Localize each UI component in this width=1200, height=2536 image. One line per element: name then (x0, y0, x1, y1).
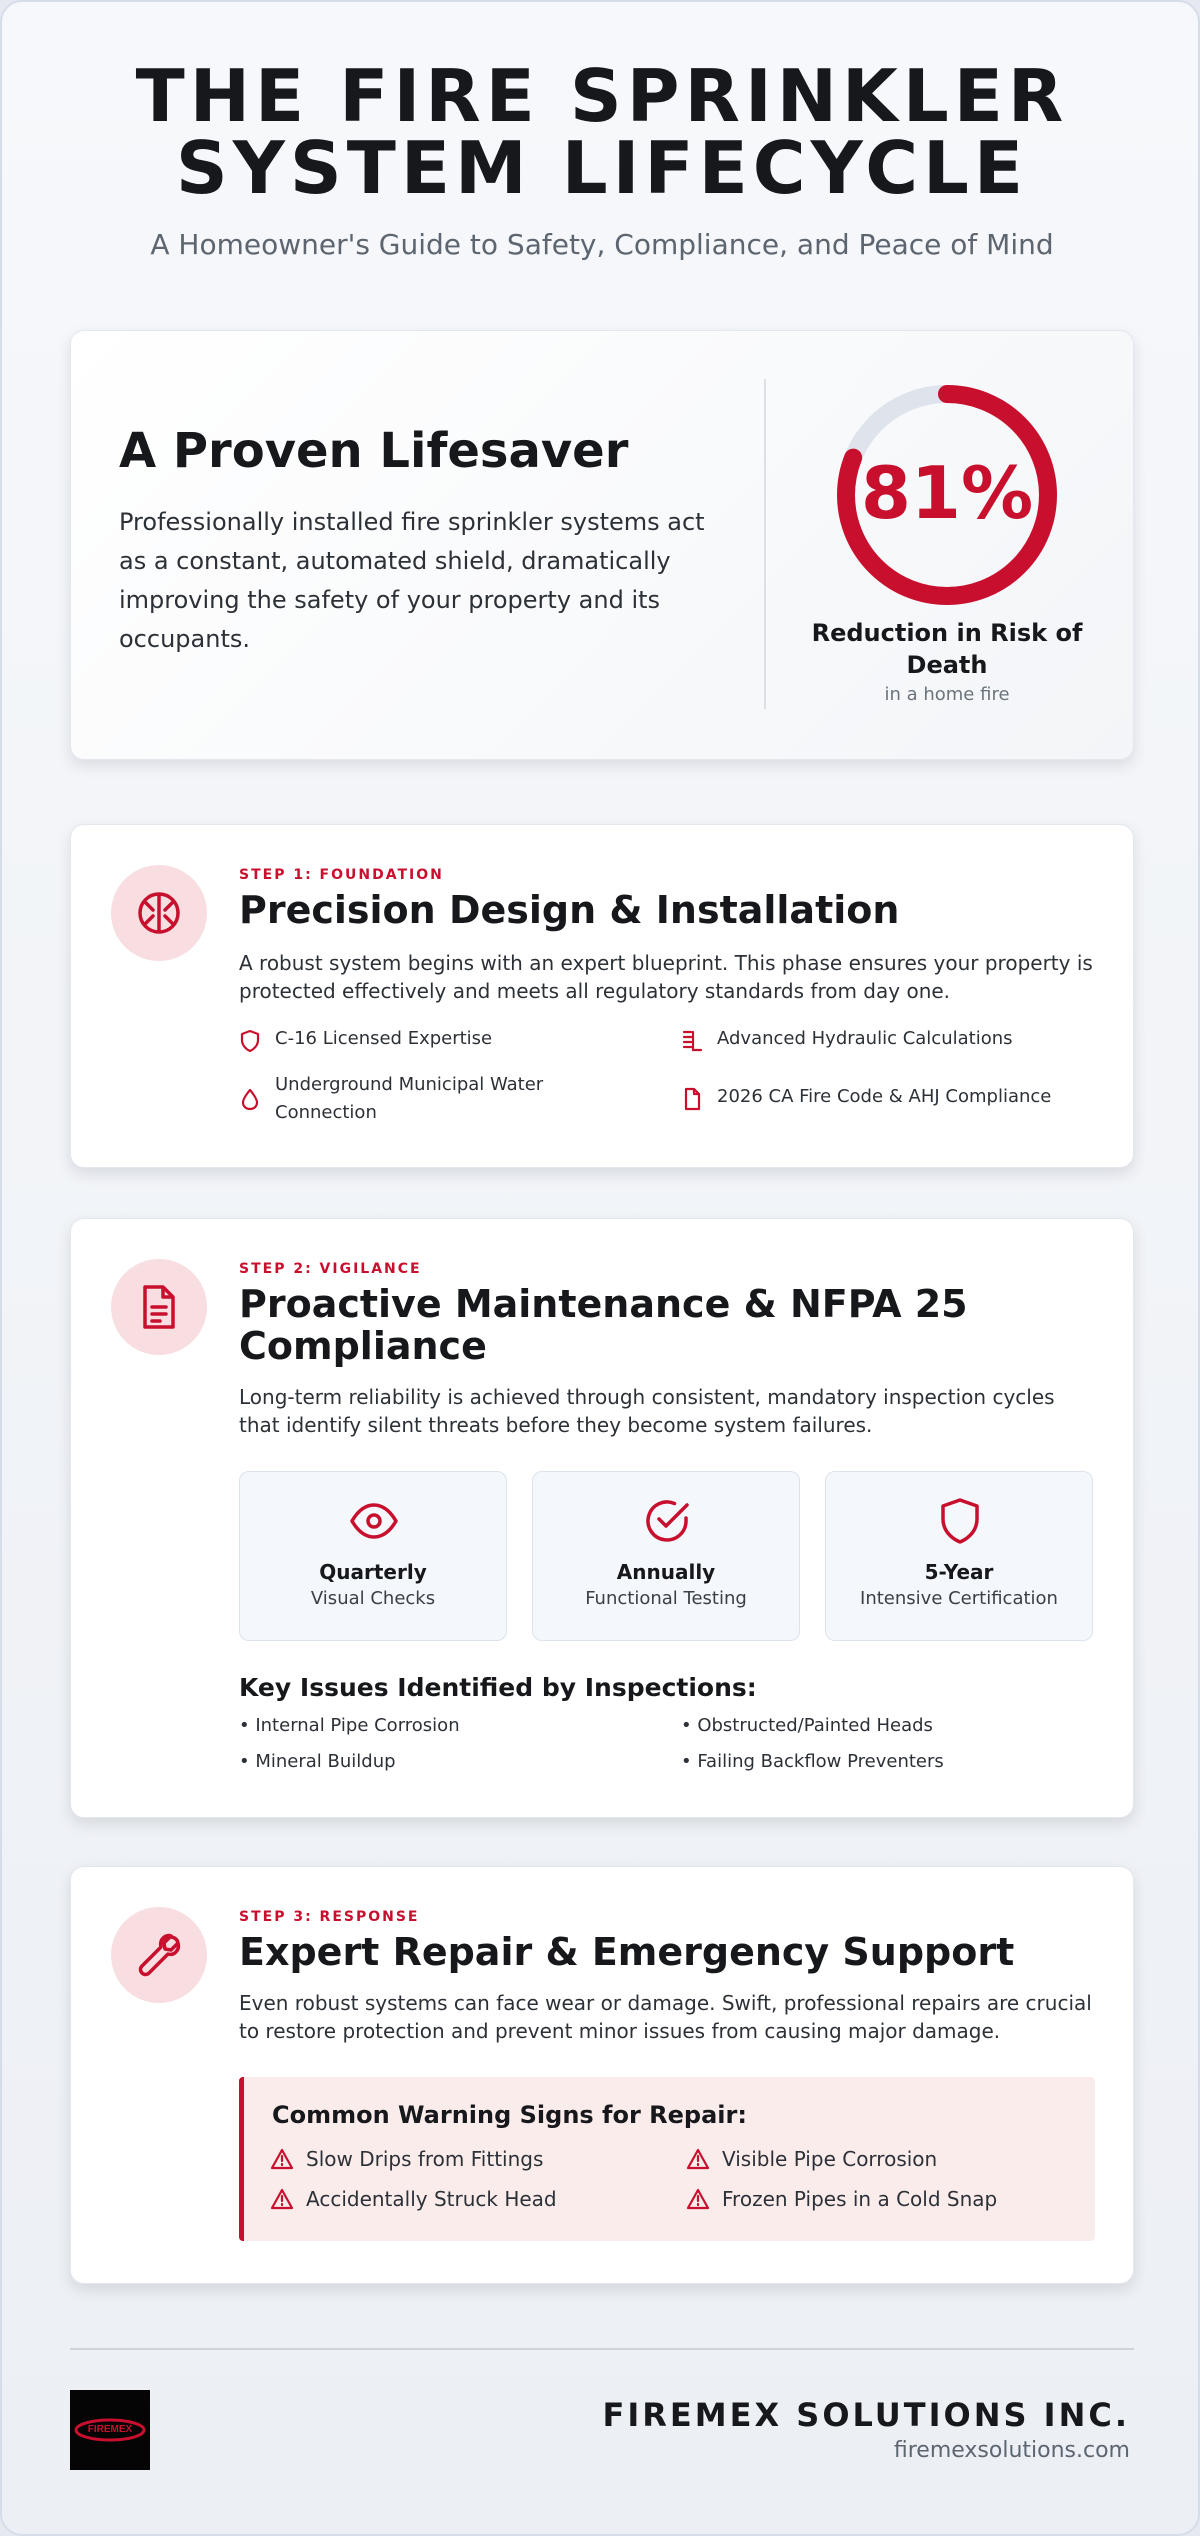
water-drop-icon (239, 1087, 261, 1111)
title-line-1: THE FIRE SPRINKLER (135, 54, 1069, 138)
clipboard-document-icon (137, 1283, 181, 1331)
feature-label: 2026 CA Fire Code & AHJ Compliance (717, 1086, 1052, 1107)
feature-item (239, 1071, 649, 1127)
cycle-subtitle: Intensive Certification (860, 1588, 1058, 1609)
step-3-icon-badge (111, 1907, 207, 2003)
warning-triangle-icon (270, 2188, 294, 2210)
step-3-title: Expert Repair & Emergency Support (239, 1930, 1015, 1974)
issue-item: • Obstructed/Painted Heads (681, 1715, 933, 1736)
stat-sublabel: in a home fire (884, 684, 1010, 705)
lifesaver-card (70, 330, 1134, 760)
step-1-description: A robust system begins with an expert blueprint. This phase ensures your property is protected effectively and meets all regulatory standards from day one. (239, 951, 1093, 1003)
page-title (2, 54, 1200, 210)
lifesaver-body: Professionally installed fire sprinkler systems act as a constant, automated shield, dramatically improving the safety of your property and its occupants. (119, 508, 705, 653)
warning-item (270, 2147, 543, 2171)
title-line-2: SYSTEM LIFECYCLE (175, 126, 1029, 210)
chart-bars-icon (681, 1029, 703, 1053)
shield-icon (935, 1496, 985, 1546)
warning-signs-heading: Common Warning Signs for Repair: (272, 2101, 747, 2129)
feature-item (681, 1083, 1101, 1111)
feature-label: C-16 Licensed Expertise (275, 1028, 493, 1049)
feature-label: Underground Municipal Water Connection (275, 1074, 544, 1123)
step-3-tag: STEP 3: RESPONSE (239, 1909, 420, 1925)
svg-text:FIREMEX: FIREMEX (87, 2424, 133, 2435)
document-icon (681, 1087, 703, 1111)
step-3-card (70, 1866, 1134, 2284)
issues-heading: Key Issues Identified by Inspections: (239, 1673, 757, 1702)
inspection-cycle-card (532, 1471, 800, 1641)
step-1-card (70, 824, 1134, 1168)
issue-item: • Failing Backflow Preventers (681, 1751, 944, 1772)
step-2-card (70, 1218, 1134, 1818)
lifesaver-heading: A Proven Lifesaver (119, 423, 629, 479)
cycle-title: Annually (616, 1560, 716, 1584)
warning-triangle-icon (686, 2148, 710, 2170)
warning-signs-box (239, 2077, 1095, 2241)
stat-value: 81% (860, 451, 1034, 535)
step-2-title: Proactive Maintenance & NFPA 25 Compliance (239, 1282, 968, 1368)
issue-item: • Internal Pipe Corrosion (239, 1715, 460, 1736)
issue-item: • Mineral Buildup (239, 1751, 396, 1772)
feature-item (681, 1025, 1101, 1053)
warning-item (686, 2147, 937, 2171)
cycle-title: Quarterly (319, 1560, 427, 1584)
cycle-subtitle: Visual Checks (310, 1588, 436, 1609)
wrench-icon (135, 1931, 183, 1979)
check-circle-icon (642, 1496, 692, 1546)
warning-triangle-icon (270, 2148, 294, 2170)
warning-label: Slow Drips from Fittings (306, 2147, 544, 2171)
company-name: FIREMEX SOLUTIONS INC. (602, 2396, 1130, 2434)
inspection-cycle-card (825, 1471, 1093, 1641)
warning-label: Accidentally Struck Head (306, 2187, 557, 2211)
step-1-title: Precision Design & Installation (239, 888, 900, 932)
step-1-icon-badge (111, 865, 207, 961)
shield-icon (239, 1029, 261, 1053)
step-2-tag: STEP 2: VIGILANCE (239, 1261, 422, 1277)
warning-item (686, 2187, 997, 2211)
stat-label: Reduction in Risk of Death (811, 619, 1083, 679)
feature-item (239, 1025, 639, 1053)
step-2-description: Long-term reliability is achieved through consistent, mandatory inspection cycles that identify silent threats before they become system failures. (239, 1385, 1055, 1437)
warning-item (270, 2187, 557, 2211)
warning-triangle-icon (686, 2188, 710, 2210)
warning-label: Frozen Pipes in a Cold Snap (722, 2187, 998, 2211)
step-2-icon-badge (111, 1259, 207, 1355)
eye-icon (349, 1496, 399, 1546)
step-3-description: Even robust systems can face wear or damage. Swift, professional repairs are crucial to restore protection and prevent minor issues from causing major damage. (239, 1991, 1092, 2043)
feature-label: Advanced Hydraulic Calculations (717, 1028, 1013, 1049)
footer-divider (70, 2348, 1134, 2350)
step-1-tag: STEP 1: FOUNDATION (239, 867, 444, 883)
cycle-subtitle: Functional Testing (585, 1588, 747, 1609)
company-logo (70, 2390, 150, 2470)
inspection-cycle-card (239, 1471, 507, 1641)
hero-divider (764, 379, 766, 709)
company-website: firemexsolutions.com (893, 2438, 1130, 2463)
page-subtitle: A Homeowner's Guide to Safety, Compliance, and Peace of Mind (150, 228, 1054, 261)
cycle-title: 5-Year (924, 1560, 994, 1584)
warning-label: Visible Pipe Corrosion (722, 2147, 938, 2171)
sprinkler-head-icon (135, 889, 183, 937)
